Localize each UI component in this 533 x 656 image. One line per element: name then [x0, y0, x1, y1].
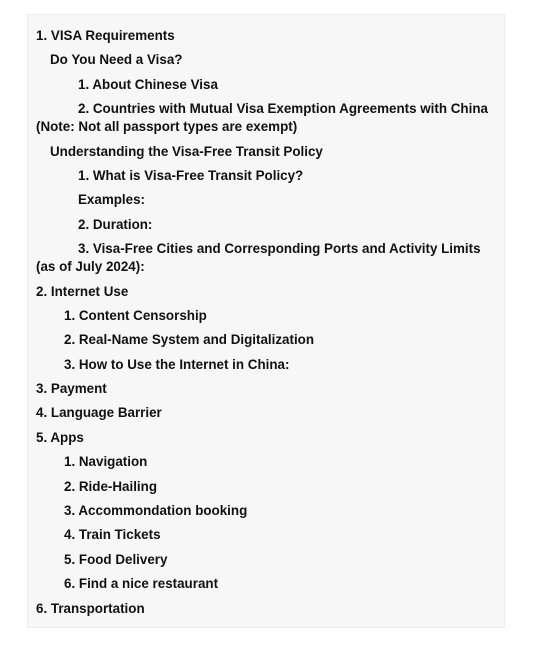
- toc-line: 1. What is Visa-Free Transit Policy?: [78, 167, 304, 183]
- toc-line: Understanding the Visa-Free Transit Policy: [50, 143, 323, 159]
- toc-line: 3. Payment: [36, 381, 107, 397]
- toc-line: Examples:: [78, 192, 145, 208]
- toc-line: 3. Visa-Free Cities and Corresponding Ports and Activity Limits (as of July 2024):: [36, 241, 481, 275]
- toc-line: Do You Need a Visa?: [50, 52, 183, 68]
- toc-line: 2. Real-Name System and Digitalization: [64, 332, 315, 348]
- toc-line: 1. Navigation: [64, 454, 148, 470]
- toc-line: 2. Countries with Mutual Visa Exemption Agreements with China (Note: Not all passport types are exempt): [36, 101, 488, 135]
- toc-line: 5. Apps: [36, 429, 84, 445]
- toc-line: 1. VISA Requirements: [36, 28, 175, 43]
- toc-line: 1. About Chinese Visa: [78, 76, 218, 92]
- toc-line: 5. Food Delivery: [64, 551, 168, 567]
- toc-line: 3. How to Use the Internet in China:: [64, 356, 290, 372]
- toc-line: 3. Accommondation booking: [64, 503, 248, 519]
- toc-line: 1. Content Censorship: [64, 307, 207, 323]
- toc-line: 4. Train Tickets: [64, 527, 161, 543]
- toc-line: 4. Language Barrier: [36, 405, 162, 421]
- toc-line: 2. Ride-Hailing: [64, 478, 158, 494]
- toc-line: 2. Duration:: [78, 216, 153, 232]
- content-panel: [27, 14, 505, 628]
- toc-line: 6. Find a nice restaurant: [64, 576, 219, 592]
- toc-line: 6. Transportation: [36, 600, 145, 616]
- table-of-contents: [36, 27, 501, 624]
- toc-line: 2. Internet Use: [36, 283, 129, 299]
